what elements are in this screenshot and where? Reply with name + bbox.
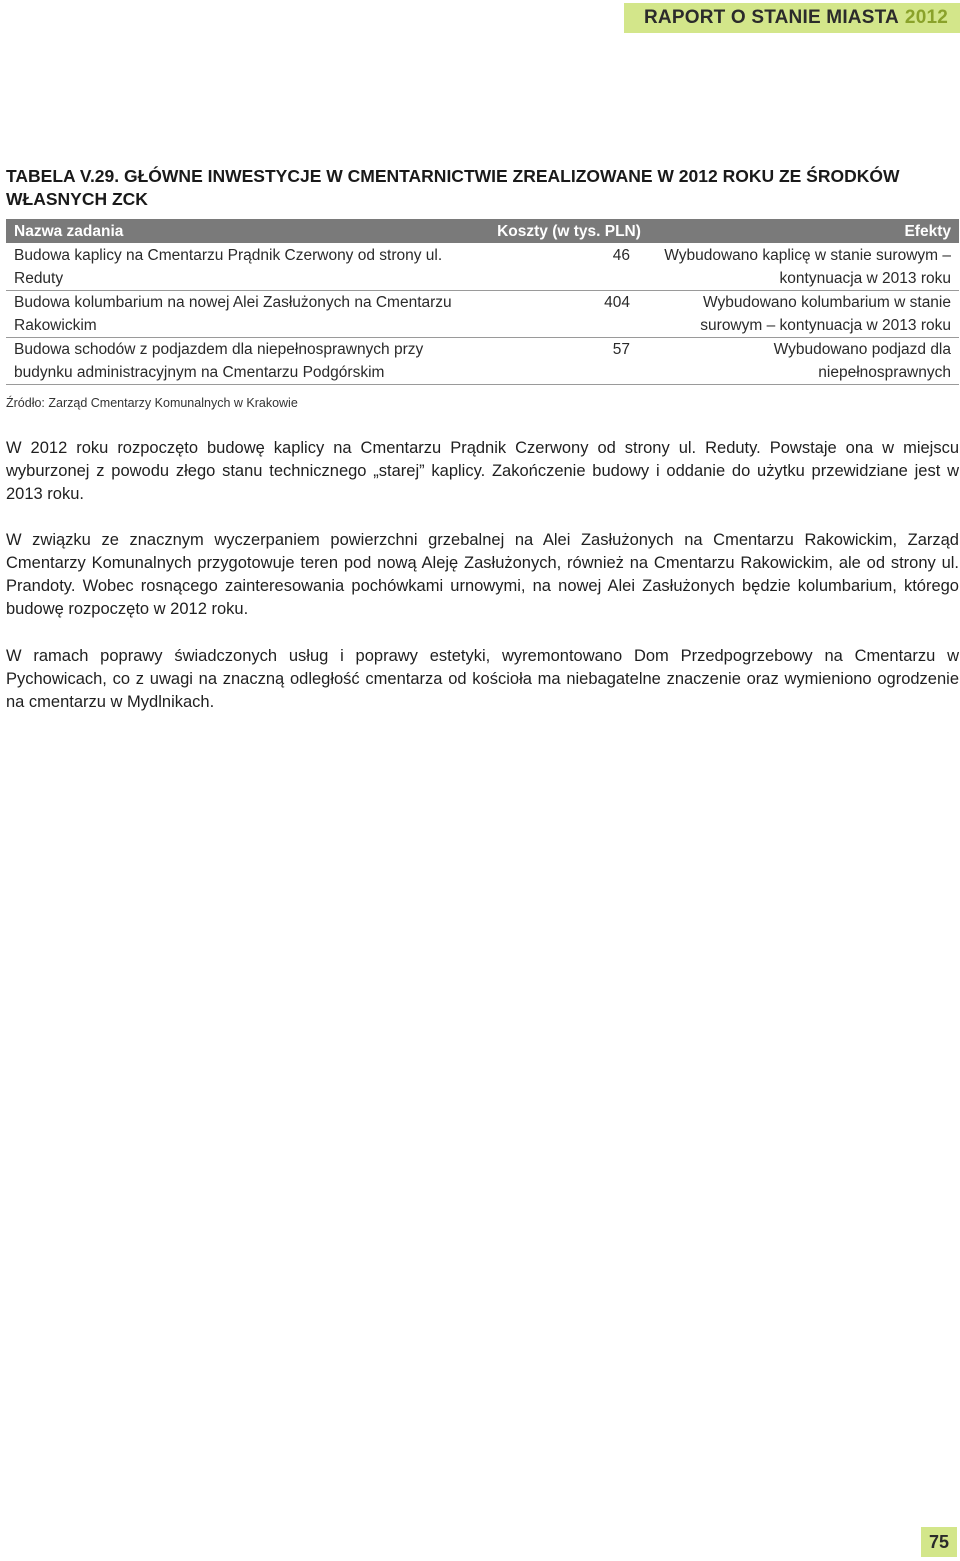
report-year: 2012: [904, 7, 948, 28]
cell-cost: 46: [482, 243, 656, 291]
report-header-band: [624, 3, 960, 33]
column-header-cost: Koszty (w tys. PLN): [482, 219, 656, 243]
body-paragraph: W 2012 roku rozpoczęto budowę kaplicy na Cmentarzu Prądnik Czerwony od strony ul. Reduty. Powstaje ona w miejscu wyburzonej z powodu złego stanu technicznego „starej” kaplicy. Zakończenie budowy i oddanie do użytku przewidziane jest w 2013 roku.: [6, 439, 959, 503]
column-header-effects: Efekty: [656, 219, 959, 243]
table-header-row: [6, 219, 959, 243]
report-title: RAPORT O STANIE MIASTA: [644, 7, 899, 28]
body-paragraph: W związku ze znacznym wyczerpaniem powierzchni grzebalnej na Alei Zasłużonych na Cmentarzu Rakowickim, Zarząd Cmentarzy Komunalnych przygotowuje teren pod nową Aleję Zasłużonych, również na Cmentarzu Rakowickim, ale od strony ul. Prandoty. Wobec rosnącego zainteresowania pochówkami urnowymi, na nowej Alei Zasłużonych będzie kolumbarium, którego budowę rozpoczęto w 2012 roku.: [6, 531, 959, 618]
cell-effect: Wybudowano kolumbarium w stanie surowym – kontynuacja w 2013 roku: [656, 291, 959, 338]
page-number: 75: [921, 1527, 957, 1557]
cell-task-name: Budowa kolumbarium na nowej Alei Zasłużonych na Cmentarzu Rakowickim: [6, 291, 482, 338]
column-header-name: Nazwa zadania: [6, 219, 482, 243]
cell-cost: 404: [482, 291, 656, 338]
table-source-note: Źródło: Zarząd Cmentarzy Komunalnych w Krakowie: [6, 396, 298, 410]
cell-effect: Wybudowano podjazd dla niepełnosprawnych: [656, 338, 959, 385]
cell-task-name: Budowa kaplicy na Cmentarzu Prądnik Czerwony od strony ul. Reduty: [6, 243, 482, 291]
cell-cost: 57: [482, 338, 656, 385]
investments-table: [6, 219, 959, 385]
cell-effect: Wybudowano kaplicę w stanie surowym – kontynuacja w 2013 roku: [656, 243, 959, 291]
table-row: [6, 338, 959, 385]
table-row: [6, 291, 959, 338]
cell-task-name: Budowa schodów z podjazdem dla niepełnosprawnych przy budynku administracyjnym na Cmentarzu Podgórskim: [6, 338, 482, 385]
body-paragraph: W ramach poprawy świadczonych usług i poprawy estetyki, wyremontowano Dom Przedpogrzebowy na Cmentarzu w Pychowicach, co z uwagi na znaczną odległość cmentarza od kościoła ma niebagatelne znaczenie oraz wymieniono ogrodzenie na cmentarzu w Mydlnikach.: [6, 647, 959, 711]
table-title: TABELA V.29. GŁÓWNE INWESTYCJE W CMENTARNICTWIE ZREALIZOWANE W 2012 ROKU ZE ŚRODKÓW WŁASNYCH ZCK: [6, 166, 900, 209]
table-row: [6, 243, 959, 291]
